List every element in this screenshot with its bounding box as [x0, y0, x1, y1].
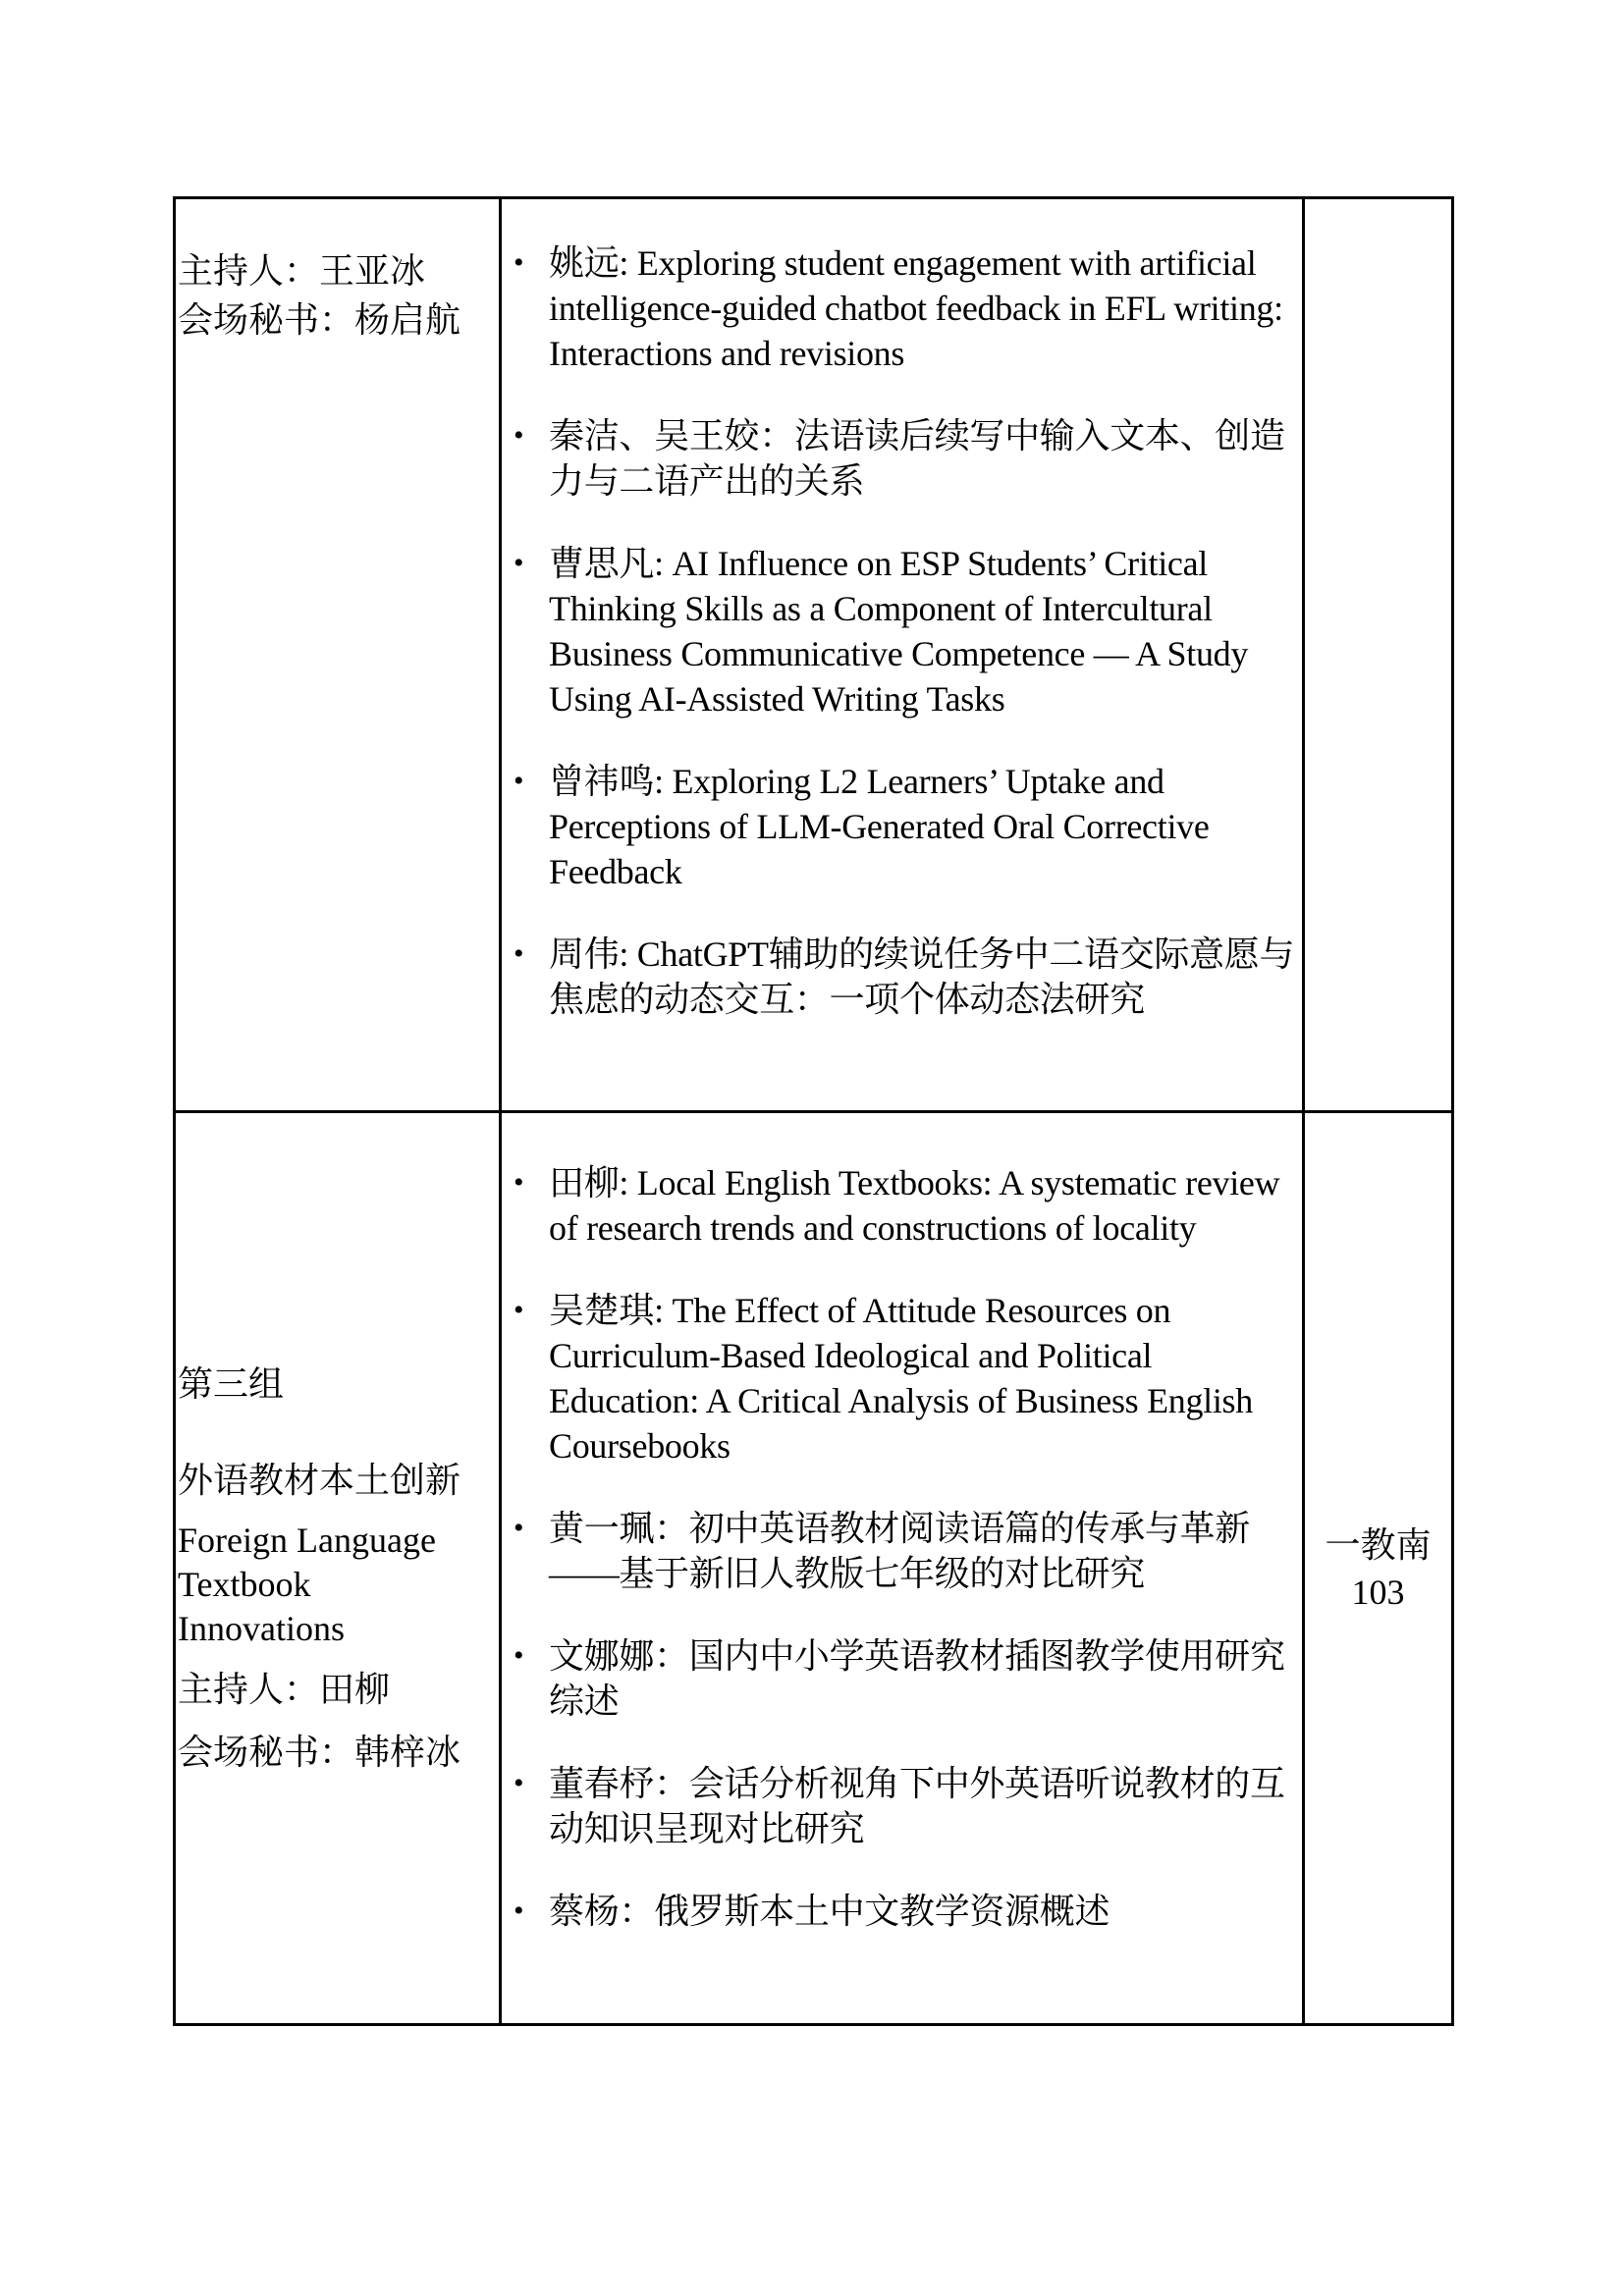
talk-text: 姚远: Exploring student engagement with artificial intelligence-guided chatbot feedback in EFL writing: Interactions and revisions — [549, 243, 1283, 373]
session-info-cell — [175, 1112, 501, 2025]
talk-text: 周伟: ChatGPT辅助的续说任务中二语交际意愿与焦虑的动态交互：一项个体动态法研究 — [549, 934, 1295, 1019]
session-info-cell — [175, 198, 501, 1112]
theme-en-line: Textbook — [178, 1565, 311, 1604]
bullet-icon: • — [514, 1639, 524, 1672]
talk-text: 秦洁、吴王姣：法语读后续写中输入文本、创造力与二语产出的关系 — [549, 416, 1285, 501]
room-cell — [1304, 1112, 1453, 2025]
bullet-icon: • — [514, 1294, 524, 1326]
talks-cell — [501, 1112, 1304, 2025]
secretary-label: 会场秘书：韩梓冰 — [178, 1733, 461, 1772]
list-item — [510, 1761, 1298, 1851]
secretary-label: 会场秘书：杨启航 — [178, 300, 461, 340]
bullet-icon: • — [514, 1166, 524, 1199]
talk-text: 田柳: Local English Textbooks: A systematic review of research trends and constructions of locality — [549, 1163, 1280, 1248]
theme-cn: 外语教材本土创新 — [178, 1461, 461, 1500]
group-label: 第三组 — [178, 1364, 285, 1404]
room-building: 一教南 — [1325, 1524, 1432, 1565]
list-item — [510, 1889, 1298, 1934]
list-item — [510, 541, 1298, 721]
talks-cell — [501, 198, 1304, 1112]
talk-text: 董春杼：会话分析视角下中外英语听说教材的互动知识呈现对比研究 — [549, 1764, 1285, 1848]
list-item — [510, 1506, 1298, 1596]
list-item — [510, 1160, 1298, 1251]
talk-text: 文娜娜：国内中小学英语教材插图教学使用研究综述 — [549, 1636, 1285, 1721]
bullet-icon: • — [514, 937, 524, 970]
bullet-icon: • — [514, 765, 524, 797]
list-item — [510, 1633, 1298, 1724]
bullet-icon: • — [514, 1895, 524, 1927]
list-item — [510, 240, 1298, 376]
list-item — [510, 1288, 1298, 1468]
talk-text: 蔡杨：俄罗斯本土中文教学资源概述 — [549, 1892, 1110, 1931]
table-row — [175, 198, 1453, 1112]
talk-list — [502, 1113, 1302, 1934]
bullet-icon: • — [514, 1512, 524, 1544]
list-item — [510, 413, 1298, 504]
theme-en-line: Innovations — [178, 1609, 345, 1648]
bullet-icon: • — [514, 246, 524, 279]
talk-list — [502, 199, 1302, 1022]
talk-text: 吴楚琪: The Effect of Attitude Resources on Curriculum-Based Ideological and Political Education: A Critical Analysis of Business English Coursebooks — [549, 1291, 1253, 1466]
talk-text: 黄一珮：初中英语教材阅读语篇的传承与革新——基于新旧人教版七年级的对比研究 — [549, 1509, 1251, 1593]
bullet-icon: • — [514, 1767, 524, 1799]
theme-en-line: Foreign Language — [178, 1521, 436, 1560]
schedule-table — [173, 196, 1454, 2026]
list-item — [510, 932, 1298, 1022]
host-label: 主持人：田柳 — [178, 1670, 391, 1709]
host-label: 主持人：王亚冰 — [178, 251, 426, 291]
room-cell — [1304, 198, 1453, 1112]
bullet-icon: • — [514, 419, 524, 452]
talk-text: 曾祎鸣: Exploring L2 Learners’ Uptake and Perceptions of LLM-Generated Oral Corrective Feedback — [549, 762, 1210, 891]
room-number: 103 — [1351, 1572, 1405, 1612]
talk-text: 曹思凡: AI Influence on ESP Students’ Critical Thinking Skills as a Component of Intercultural Business Communicative Competence — A Study Using AI-Assisted Writing Tasks — [549, 544, 1249, 719]
table-row — [175, 1112, 1453, 2025]
list-item — [510, 759, 1298, 894]
bullet-icon: • — [514, 547, 524, 579]
